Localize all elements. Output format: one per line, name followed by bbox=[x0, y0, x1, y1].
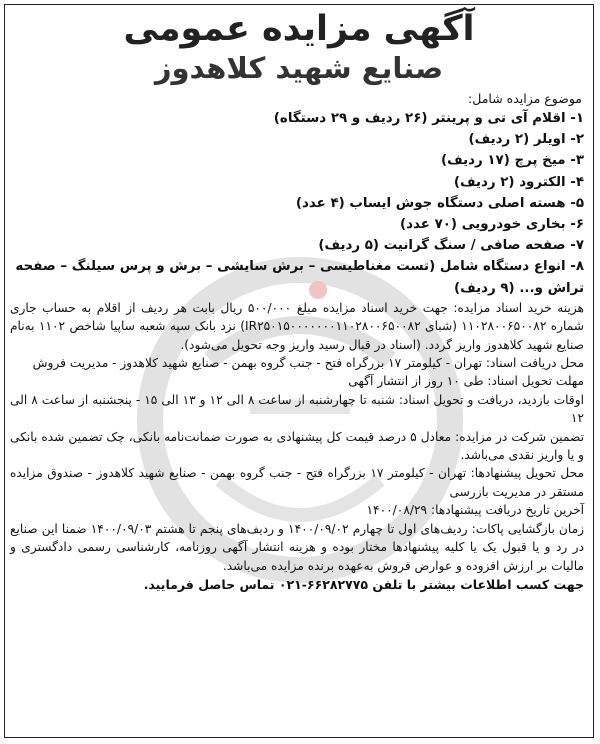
company-name: صنایع شهید کلاهدوز bbox=[154, 51, 444, 85]
contact-info: جهت کسب اطلاعات بیشتر با تلفن ۶۶۲۸۲۷۷۵-۰۲۱ تماس حاصل فرمایید. bbox=[143, 576, 584, 592]
auction-item: ۱- اقلام آی تی و پرینتر (۲۶ ردیف و ۲۹ دستگاه) bbox=[273, 111, 584, 126]
auction-item: ۸- انواع دستگاه شامل (تست مغناطیسی – برش سایشی – برش و پرس سیلنگ – صفحه تراش و... (۹ ردیف) bbox=[15, 259, 584, 296]
document-fee-paragraph: هزینه خرید اسناد مزایده: جهت خرید اسناد مزایده مبلغ ۵۰۰/۰۰۰ ریال بابت هر ردیف از اقلام به حساب جاری شماره ۱۱۰۲۸۰۰۶۵۰۰۸۲ (شبای IR۲۵۰۱۵۰۰۰۰۰۰۰۱۱۰۲۸۰۰۶۵۰۰۸۲) نزد بانک سپه شعبه ساپیا شاخص ۱۱۰۲ به‌نام صنایع شهید کلاهدوز واریز گردد. (اسناد در قبال رسید واریز وجه تحویل می‌شود). bbox=[10, 300, 584, 352]
auction-item: ۷- صفحه صافی / سنگ گرانیت (۵ ردیف) bbox=[318, 238, 584, 254]
opening-schedule-and-terms: زمان بازگشایی پاکات: ردیف‌های اول تا چهارم ۱۴۰۰/۰۹/۰۲ و ردیف‌های پنجم تا هشتم ۱۴۰۰/۰۹/۰۳ ضمنا این صنایع در رد و یا قبول یک یا کلیه پیشنهادها مختار بوده و هزینه انتشار آگهی روزنامه، کارشناسی رسمی دادگستری و مالیات بر ارزش افزوده و عوارض فروش به‌عهده برنده مزایده می‌باشد. bbox=[10, 521, 585, 573]
proposal-delivery-location: محل تحویل پیشنهادها: تهران - کیلومتر ۱۷ بزرگراه فتح - جنب گروه بهمن - صنایع شهید کلاهدوز - صندوق مزایده مستقر در مدیریت بازرسی bbox=[10, 466, 584, 499]
document-pickup-location: محل دریافت اسناد: تهران - کیلومتر ۱۷ بزرگراه فتح - جنب گروه بهمن - صنایع شهید کلاهدوز - مدیریت فروش bbox=[32, 356, 584, 371]
proposal-deadline: آخرین تاریخ دریافت پیشنهادها: ۱۴۰۰/۰۸/۲۹ bbox=[366, 503, 584, 518]
auction-item: ۶- بخاری خودرویی (۷۰ عدد) bbox=[400, 217, 584, 233]
auction-items-list bbox=[10, 108, 584, 299]
auction-subject-label: موضوع مزایده شامل: bbox=[468, 91, 582, 106]
ad-title: آگهی مزایده عمومی bbox=[123, 9, 475, 49]
visit-hours: اوقات بازدید، دریافت و تحویل اسناد: شنبه تا چهارشنبه از ساعت ۸ الی ۱۲ و ۱۳ الی ۱۵ - پنجشنبه از ساعت ۸ الی ۱۲ bbox=[10, 392, 584, 426]
participation-guarantee: تضمین شرکت در مزایده: معادل ۵ درصد قیمت کل پیشنهادی به صورت ضمانت‌نامه بانکی، چک تضمین شده بانکی و یا واریز نقدی می‌باشد. bbox=[10, 429, 584, 463]
auction-item: ۵- هسته اصلی دستگاه جوش ایساب (۴ عدد) bbox=[295, 195, 584, 211]
document-deadline: مهلت تحویل اسناد: طی ۱۰ روز از انتشار آگهی bbox=[348, 374, 584, 389]
auction-item: ۲- اویلر (۲ ردیف) bbox=[468, 132, 584, 148]
auction-item: ۴- الکترود (۲ ردیف) bbox=[453, 174, 584, 190]
auction-item: ۳- میخ پرچ (۱۷ ردیف) bbox=[441, 153, 584, 169]
auction-ad bbox=[10, 8, 588, 595]
